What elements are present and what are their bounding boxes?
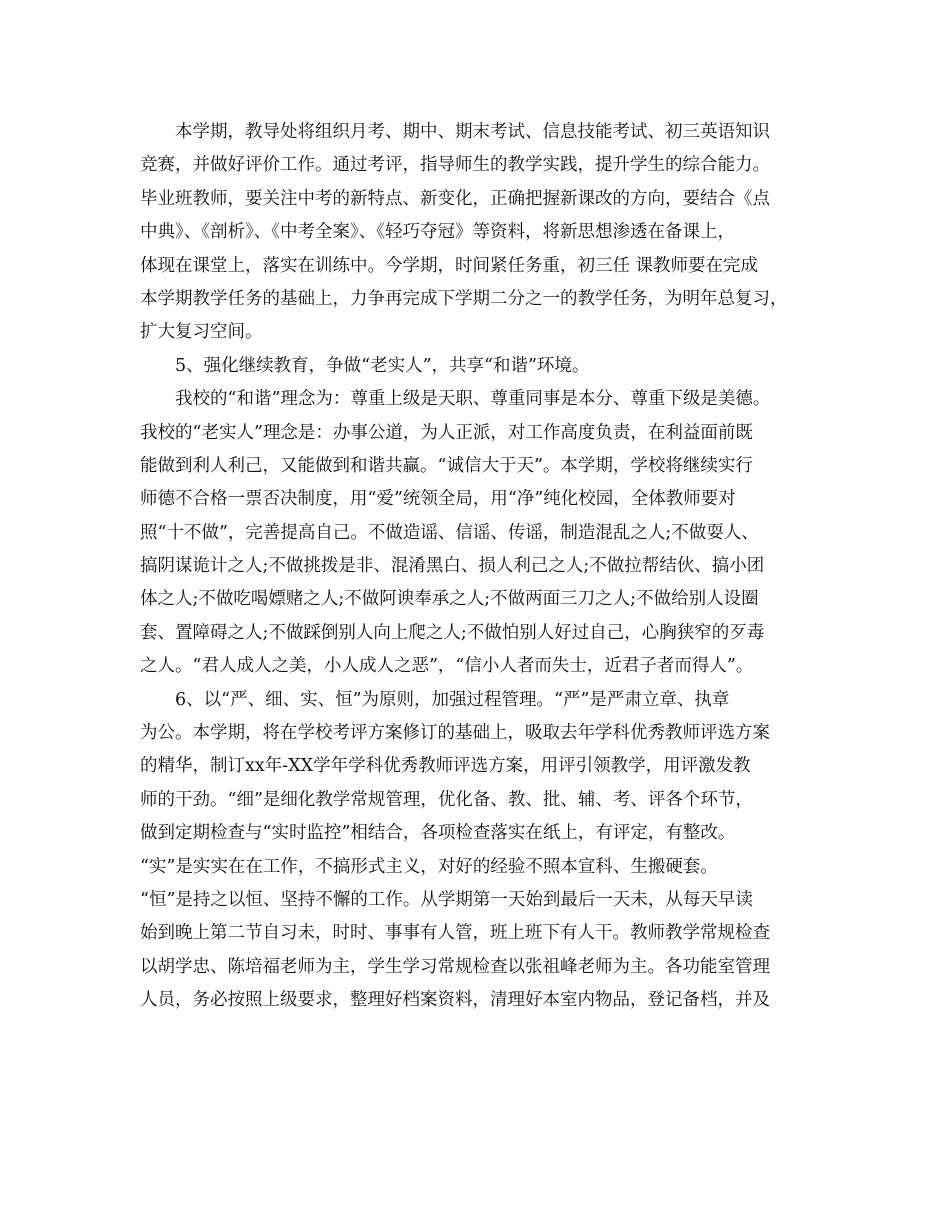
text-line: 体之人;不做吃喝嫖赌之人;不做阿谀奉承之人;不做两面三刀之人;不做给别人设圈 [140,589,759,610]
text-line: 始到晚上第二节自习未，时时、事事有人管，班上班下有人干。教师教学常规检查 [140,923,770,944]
text-line: 我校的“和谐”理念为：尊重上级是天职、尊重同事是本分、尊重下级是美德。 [175,389,771,410]
text-line: 5、强化继续教育，争做“老实人”，共享“和谐”环境。 [175,355,590,376]
text-line: 为公。本学期，将在学校考评方案修订的基础上，吸取去年学科优秀教师评选方案 [140,723,770,744]
text-line: 扩大复习空间。 [140,322,263,343]
text-line: 套、置障碍之人;不做踩倒别人向上爬之人;不做怕别人好过自己，心胸狭窄的歹毒 [140,622,765,643]
text-line: 本学期，教导处将组织月考、期中、期末考试、信息技能考试、初三英语知识 [175,122,770,142]
text-line: 体现在课堂上，落实在训练中。今学期，时间紧任务重，初三任 课教师要在完成 [140,255,759,276]
text-line: 的精华，制订xx年-XX学年学科优秀教师评选方案，用评引领教学，用评激发教 [140,756,751,777]
text-line: 人员，务必按照上级要求，整理好档案资料，清理好本室内物品，登记备档，并及 [140,990,770,1011]
text-line: 之人。“君人成人之美，小人成人之恶”，“信小人者而失士，近君子者而得人”。 [140,656,754,677]
text-line: 做到定期检查与“实时监控”相结合，各项检查落实在纸上，有评定，有整改。 [140,823,736,844]
text-line: 搞阴谋诡计之人;不做挑拨是非、混淆黑白、损人利己之人;不做拉帮结伙、搞小团 [140,556,765,577]
text-line: “恒”是持之以恒、坚持不懈的工作。从学期第一天始到最后一天未，从每天早读 [140,889,753,910]
text-line: 6、以“严、细、实、恒”为原则，加强过程管理。“严”是严肃立章、执章 [175,689,730,710]
document-body [140,116,830,1018]
text-line: 本学期教学任务的基础上，力争再完成下学期二分之一的教学任务，为明年总复习， [140,288,788,309]
text-line: 中典》、《剖析》、《中考全案》、《轻巧夺冠》等资料，将新思想渗透在备课上， [140,222,735,243]
text-line: 能做到利人利己，又能做到和谐共赢。“诚信大于天”。本学期，学校将继续实行 [140,455,753,476]
text-line: 毕业班教师，要关注中考的新特点、新变化，正确把握新课改的方向，要结合《点 [140,188,770,209]
text-line: 照“十不做”，完善提高自己。不做造谣、信谣、传谣，制造混乱之人;不做耍人、 [140,522,759,543]
text-line: 竞赛，并做好评价工作。通过考评，指导师生的教学实践，提升学生的综合能力。 [140,155,770,176]
text-line: 师的干劲。“细”是细化教学常规管理，优化备、教、批、辅、考、评各个环节， [140,789,753,810]
text-line: “实”是实实在在工作，不搞形式主义，对好的经验不照本宣科、生搬硬套。 [140,856,718,877]
text-line: 以胡学忠、陈培福老师为主，学生学习常规检查以张祖峰老师为主。各功能室管理 [140,956,770,977]
text-line: 师德不合格一票否决制度，用“爱”统领全局，用“净”纯化校园，全体教师要对 [140,489,736,510]
text-line: 我校的“老实人”理念是：办事公道，为人正派，对工作高度负责，在利益面前既 [140,422,753,443]
